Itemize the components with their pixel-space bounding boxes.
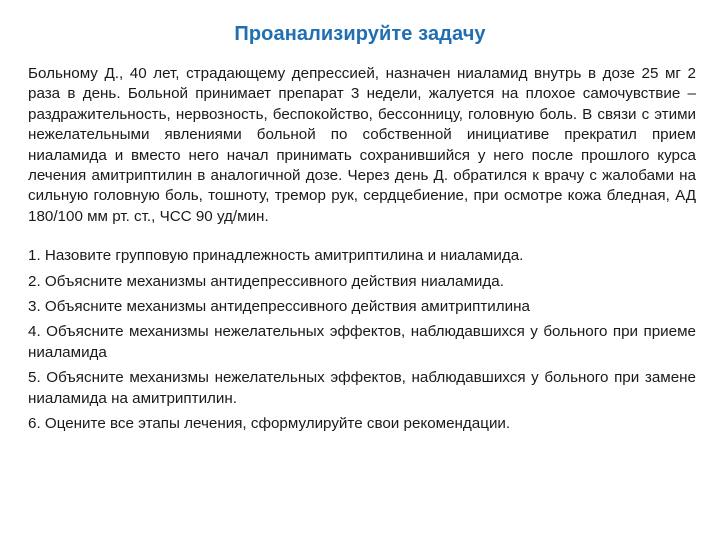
- question-list: [28, 246, 696, 434]
- question-item: 6. Оцените все этапы лечения, сформулируйте свои рекомендации.: [28, 415, 511, 433]
- slide-title: Проанализируйте задачу: [234, 23, 486, 45]
- slide-content: [28, 64, 696, 440]
- question-item: 5. Объясните механизмы нежелательных эффектов, наблюдавшихся у больного при замене ниаламида на амитриптилин.: [28, 369, 696, 407]
- question-item: 3. Объясните механизмы антидепрессивного действия амитриптилина: [28, 298, 530, 316]
- question-item: 2. Объясните механизмы антидепрессивного действия ниаламида.: [28, 272, 504, 290]
- question-item: 1. Назовите групповую принадлежность амитриптилина и ниаламида.: [28, 247, 524, 265]
- question-item: 4. Объясните механизмы нежелательных эффектов, наблюдавшихся у больного при приеме ниаламида: [28, 323, 696, 361]
- case-description: Больному Д., 40 лет, страдающему депрессией, назначен ниаламид внутрь в дозе 25 мг 2 раза в день. Больной принимает препарат 3 недели, жалуется на плохое самочувствие – раздражительность, нервозность, беспокойство, бессонницу, головную боль. В связи с этими нежелательными явлениями больной по собственной инициативе прекратил прием ниаламида и вместо него начал принимать сохранившийся у него после прошлого курса лечения амитриптилин в аналогичной дозе. Через день Д. обратился к врачу с жалобами на сильную головную боль, тошноту, тремор рук, сердцебиение, при осмотре кожа бледная, АД 180/100 мм рт. ст., ЧСС 90 уд/мин.: [28, 65, 696, 225]
